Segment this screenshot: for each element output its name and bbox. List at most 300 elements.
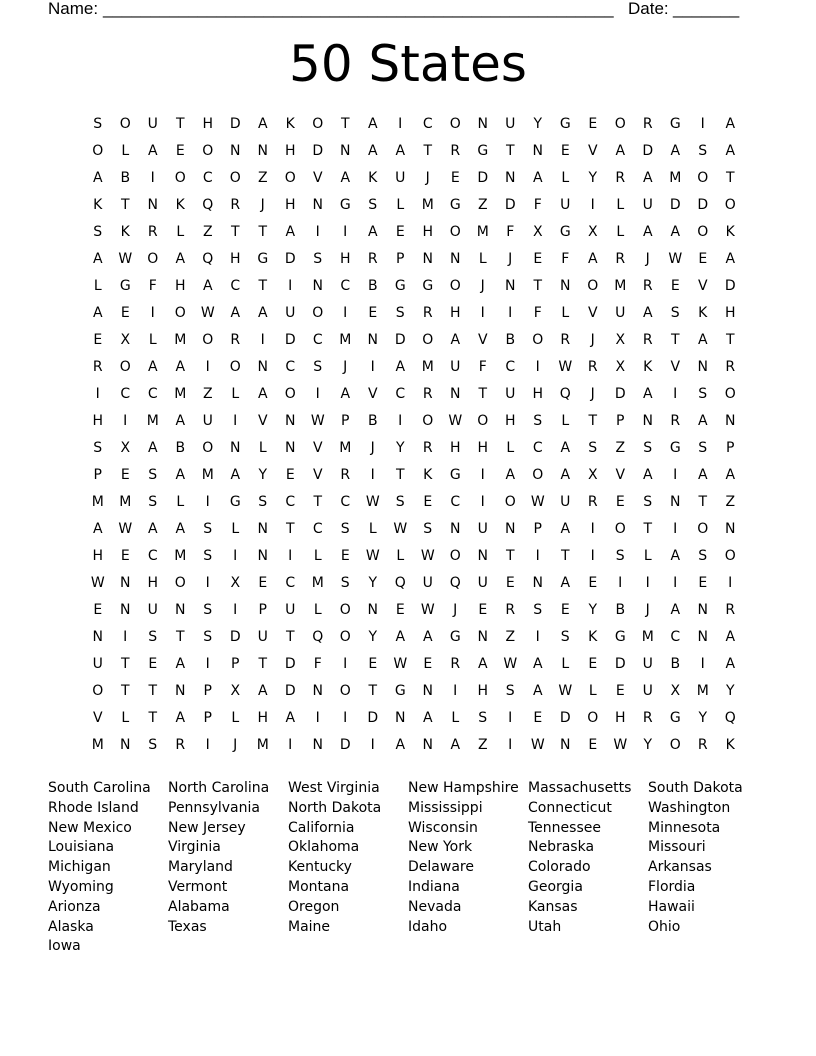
grid-letter: R (642, 278, 653, 294)
grid-letter: D (559, 710, 571, 726)
grid-letter: E (93, 332, 103, 348)
grid-letter: O (477, 413, 489, 429)
grid-letter: N (395, 710, 406, 726)
grid-letter: X (120, 440, 131, 456)
grid-letter: L (561, 305, 570, 321)
grid-letter: G (614, 629, 626, 645)
grid-letter: A (147, 143, 158, 159)
grid-letter: L (121, 710, 130, 726)
grid-letter: A (670, 548, 681, 564)
grid-letter: X (615, 332, 626, 348)
word-list-item: Nebraska (528, 839, 595, 856)
grid-letter: O (202, 332, 214, 348)
grid-row (84, 384, 745, 411)
grid-letter: T (175, 629, 185, 645)
grid-letter: X (615, 359, 626, 375)
grid-letter: R (615, 251, 626, 267)
grid-letter: N (725, 521, 736, 537)
grid-letter: W (393, 656, 408, 672)
grid-letter: R (340, 467, 351, 483)
word-list-item: Georgia (528, 879, 583, 895)
grid-letter: D (504, 197, 516, 213)
grid-letter: A (450, 332, 461, 348)
grid-letter: R (560, 332, 571, 348)
grid-letter: W (613, 737, 628, 753)
grid-letter: N (312, 683, 323, 699)
grid-letter: A (725, 656, 736, 672)
grid-letter: N (477, 548, 488, 564)
grid-letter: G (559, 224, 571, 240)
grid-letter: Y (368, 629, 378, 645)
date-field-line[interactable]: _______ (673, 0, 740, 18)
grid-letter: H (147, 575, 159, 591)
grid-letter: O (724, 548, 736, 564)
grid-letter: N (257, 548, 268, 564)
grid-letter: D (697, 197, 709, 213)
grid-letter: N (285, 413, 296, 429)
word-list-item: Ohio (648, 918, 681, 935)
grid-letter: M (119, 494, 132, 510)
grid-letter: V (312, 467, 323, 483)
grid-letter: Q (312, 629, 324, 645)
grid-letter: I (150, 305, 155, 321)
grid-letter: I (288, 278, 293, 294)
grid-letter: A (92, 170, 103, 186)
grid-letter: D (477, 170, 489, 186)
grid-letter: O (119, 116, 131, 132)
grid-letter: U (505, 386, 516, 402)
grid-letter: Y (643, 737, 653, 753)
grid-letter: J (425, 170, 430, 186)
grid-letter: X (587, 467, 598, 483)
grid-letter: I (205, 575, 210, 591)
grid-letter: W (530, 737, 545, 753)
grid-letter: N (312, 278, 323, 294)
grid-letter: E (588, 656, 598, 672)
word-list-item: Wyoming (48, 879, 114, 895)
grid-letter: O (339, 602, 351, 618)
grid-letter: J (453, 602, 458, 618)
grid-letter: S (148, 494, 158, 510)
grid-letter: W (118, 251, 133, 267)
grid-letter: I (453, 683, 458, 699)
grid-letter: V (615, 467, 626, 483)
grid-letter: P (258, 602, 267, 618)
grid-letter: Y (395, 440, 405, 456)
grid-letter: N (257, 359, 268, 375)
grid-letter: N (147, 197, 158, 213)
grid-letter: A (395, 629, 406, 645)
grid-letter: A (175, 251, 186, 267)
grid-letter: G (339, 197, 351, 213)
grid-letter: S (313, 251, 323, 267)
grid-letter: O (312, 116, 324, 132)
grid-letter: E (478, 602, 488, 618)
grid-letter: G (229, 494, 241, 510)
grid-letter: T (670, 332, 680, 348)
grid-letter: V (697, 278, 708, 294)
grid-letter: E (560, 143, 570, 159)
word-list-item: North Dakota (288, 799, 382, 816)
grid-letter: W (365, 494, 380, 510)
grid-letter: I (398, 413, 403, 429)
grid-letter: A (725, 251, 736, 267)
grid-letter: C (147, 386, 158, 402)
word-list-item: Wisconsin (408, 819, 478, 836)
grid-letter: U (505, 116, 516, 132)
grid-letter: I (288, 548, 293, 564)
grid-letter: A (147, 359, 158, 375)
grid-letter: A (725, 116, 736, 132)
grid-letter: U (477, 575, 488, 591)
grid-letter: T (368, 683, 378, 699)
grid-letter: Z (725, 494, 736, 510)
grid-letter: D (614, 386, 626, 402)
word-list-item: California (288, 819, 355, 836)
grid-letter: U (92, 656, 103, 672)
grid-letter: L (121, 143, 130, 159)
grid-letter: R (587, 359, 598, 375)
grid-letter: J (508, 251, 513, 267)
grid-letter: Q (449, 575, 461, 591)
grid-letter: S (93, 116, 103, 132)
grid-row (84, 330, 745, 357)
grid-letter: A (175, 467, 186, 483)
grid-letter: U (615, 305, 626, 321)
grid-letter: A (642, 224, 653, 240)
grid-letter: E (395, 602, 405, 618)
grid-letter: Z (505, 629, 516, 645)
grid-letter: T (643, 521, 653, 537)
word-list-item: South Carolina (48, 780, 151, 796)
grid-letter: O (449, 116, 461, 132)
grid-letter: U (202, 413, 213, 429)
grid-letter: A (615, 143, 626, 159)
grid-letter: T (533, 278, 543, 294)
grid-letter: S (368, 197, 378, 213)
name-field-line[interactable]: ______________________________________________________ (103, 0, 614, 18)
grid-letter: G (449, 197, 461, 213)
grid-letter: W (668, 251, 683, 267)
grid-letter: T (725, 332, 735, 348)
grid-letter: F (533, 305, 542, 321)
word-list-item: Maine (288, 918, 331, 935)
word-list-item: New Mexico (48, 819, 132, 836)
grid-letter: N (505, 170, 516, 186)
grid-row (84, 492, 745, 519)
word-list-item: Missouri (648, 839, 706, 856)
grid-letter: A (560, 521, 571, 537)
grid-letter: A (395, 143, 406, 159)
grid-letter: Y (258, 467, 268, 483)
grid-letter: R (422, 305, 433, 321)
grid-letter: K (588, 629, 598, 645)
grid-letter: D (284, 683, 296, 699)
grid-letter: M (476, 224, 489, 240)
grid-letter: Z (615, 440, 626, 456)
letter-grid (84, 114, 745, 762)
grid-letter: S (698, 143, 708, 159)
grid-letter: N (505, 278, 516, 294)
grid-letter: N (697, 359, 708, 375)
grid-letter: F (533, 197, 542, 213)
grid-letter: D (724, 278, 736, 294)
grid-letter: N (532, 143, 543, 159)
grid-row (84, 654, 745, 681)
word-list-item: Alabama (168, 898, 230, 915)
grid-letter: Y (698, 710, 708, 726)
grid-letter: R (450, 656, 461, 672)
grid-letter: E (423, 656, 433, 672)
grid-letter: E (395, 224, 405, 240)
word-list-item: Idaho (408, 918, 448, 935)
grid-letter: A (670, 602, 681, 618)
grid-letter: O (697, 224, 709, 240)
grid-letter: E (258, 575, 268, 591)
grid-letter: H (339, 251, 351, 267)
grid-letter: H (532, 386, 544, 402)
grid-letter: A (395, 359, 406, 375)
grid-letter: I (535, 629, 540, 645)
word-list-item: Iowa (48, 938, 81, 955)
grid-letter: N (505, 521, 516, 537)
grid-letter: I (315, 386, 320, 402)
grid-letter: T (175, 116, 185, 132)
grid-letter: O (284, 170, 296, 186)
grid-letter: L (478, 251, 487, 267)
grid-letter: A (257, 386, 268, 402)
grid-letter: A (257, 305, 268, 321)
grid-letter: I (343, 224, 348, 240)
page-title: 50 States (289, 35, 527, 93)
grid-letter: H (449, 440, 461, 456)
grid-letter: I (370, 359, 375, 375)
grid-letter: U (477, 521, 488, 537)
grid-letter: N (230, 143, 241, 159)
grid-letter: F (478, 359, 487, 375)
grid-row (84, 222, 745, 249)
grid-letter: S (615, 548, 625, 564)
grid-letter: T (285, 629, 295, 645)
grid-letter: V (670, 359, 681, 375)
grid-letter: Q (202, 251, 214, 267)
grid-letter: B (367, 278, 378, 294)
grid-letter: T (258, 224, 268, 240)
grid-letter: H (284, 143, 296, 159)
grid-letter: E (588, 575, 598, 591)
grid-letter: E (368, 305, 378, 321)
grid-letter: Y (588, 170, 598, 186)
word-list-item: Texas (168, 918, 207, 935)
grid-letter: O (724, 386, 736, 402)
grid-letter: L (451, 710, 460, 726)
grid-letter: N (450, 521, 461, 537)
grid-letter: O (422, 413, 434, 429)
grid-letter: G (449, 629, 461, 645)
grid-letter: A (367, 116, 378, 132)
grid-letter: F (561, 251, 570, 267)
grid-letter: U (560, 494, 571, 510)
grid-letter: T (698, 494, 708, 510)
grid-letter: A (285, 710, 296, 726)
grid-letter: A (697, 413, 708, 429)
grid-letter: W (200, 305, 215, 321)
grid-letter: P (203, 683, 212, 699)
grid-letter: M (614, 278, 627, 294)
grid-letter: M (311, 575, 324, 591)
grid-letter: B (505, 332, 516, 348)
grid-letter: S (478, 710, 488, 726)
grid-letter: S (203, 629, 213, 645)
grid-letter: N (422, 683, 433, 699)
grid-letter: R (615, 170, 626, 186)
grid-letter: N (697, 602, 708, 618)
grid-letter: R (725, 602, 736, 618)
grid-letter: P (726, 440, 735, 456)
grid-letter: I (260, 332, 265, 348)
grid-letter: R (642, 332, 653, 348)
grid-row (84, 411, 745, 438)
grid-letter: X (120, 332, 131, 348)
grid-letter: O (284, 386, 296, 402)
word-list-item: Hawaii (648, 898, 695, 915)
grid-letter: N (725, 413, 736, 429)
grid-letter: X (670, 683, 681, 699)
grid-row (84, 357, 745, 384)
grid-letter: P (231, 656, 240, 672)
grid-letter: D (642, 143, 654, 159)
grid-letter: J (590, 386, 595, 402)
grid-letter: E (615, 494, 625, 510)
grid-letter: A (175, 521, 186, 537)
word-list-item: Washington (648, 799, 731, 816)
grid-letter: S (643, 440, 653, 456)
grid-letter: A (92, 251, 103, 267)
grid-letter: N (92, 629, 103, 645)
word-list-item: Maryland (168, 859, 233, 876)
grid-letter: A (725, 629, 736, 645)
word-list-item: Arkansas (648, 859, 712, 876)
grid-letter: N (312, 737, 323, 753)
grid-letter: I (480, 305, 485, 321)
grid-letter: N (477, 116, 488, 132)
grid-letter: D (284, 332, 296, 348)
grid-letter: C (422, 116, 433, 132)
grid-letter: D (339, 737, 351, 753)
grid-letter: A (560, 440, 571, 456)
grid-letter: P (341, 413, 350, 429)
word-list-item: Louisiana (48, 839, 115, 856)
word-list-item: Connecticut (528, 799, 612, 816)
grid-letter: D (229, 116, 241, 132)
grid-letter: A (642, 467, 653, 483)
grid-letter: V (367, 386, 378, 402)
grid-letter: S (643, 494, 653, 510)
word-list-item: Michigan (48, 859, 111, 876)
grid-letter: S (560, 629, 570, 645)
grid-letter: M (339, 332, 352, 348)
grid-letter: O (339, 683, 351, 699)
grid-letter: G (477, 143, 489, 159)
grid-letter: E (120, 467, 130, 483)
grid-letter: S (93, 224, 103, 240)
grid-letter: J (645, 251, 650, 267)
grid-letter: P (616, 413, 625, 429)
grid-letter: H (477, 683, 489, 699)
grid-letter: N (257, 143, 268, 159)
grid-letter: U (147, 602, 158, 618)
grid-letter: T (560, 548, 570, 564)
grid-letter: G (669, 116, 681, 132)
grid-letter: S (203, 602, 213, 618)
grid-letter: I (673, 521, 678, 537)
grid-letter: I (233, 602, 238, 618)
grid-letter: N (120, 575, 131, 591)
grid-letter: L (396, 548, 405, 564)
grid-letter: H (422, 224, 434, 240)
grid-letter: E (505, 575, 515, 591)
word-list-item: Pennsylvania (168, 799, 260, 816)
grid-letter: S (148, 737, 158, 753)
word-list-item: Indiana (408, 879, 460, 895)
grid-letter: K (698, 305, 708, 321)
grid-letter: A (587, 251, 598, 267)
grid-row (84, 303, 745, 330)
grid-letter: R (505, 602, 516, 618)
grid-letter: I (700, 656, 705, 672)
grid-letter: K (175, 197, 185, 213)
grid-letter: K (120, 224, 130, 240)
grid-letter: A (147, 521, 158, 537)
grid-letter: A (725, 467, 736, 483)
grid-letter: R (175, 737, 186, 753)
grid-letter: I (590, 197, 595, 213)
grid-letter: U (395, 170, 406, 186)
grid-letter: H (477, 440, 489, 456)
grid-letter: T (285, 521, 295, 537)
grid-letter: T (505, 548, 515, 564)
grid-letter: O (422, 332, 434, 348)
word-list-item: Flordia (648, 879, 696, 895)
grid-letter: M (339, 440, 352, 456)
grid-letter: S (395, 494, 405, 510)
grid-letter: L (643, 548, 652, 564)
grid-letter: G (449, 467, 461, 483)
grid-letter: G (669, 710, 681, 726)
grid-letter: L (506, 440, 515, 456)
grid-letter: D (669, 197, 681, 213)
grid-letter: L (231, 386, 240, 402)
grid-letter: O (92, 683, 104, 699)
grid-letter: F (148, 278, 157, 294)
grid-letter: T (313, 494, 323, 510)
grid-letter: V (587, 143, 598, 159)
grid-letter: K (285, 116, 295, 132)
grid-letter: G (559, 116, 571, 132)
grid-letter: D (614, 656, 626, 672)
grid-letter: A (367, 224, 378, 240)
grid-letter: J (370, 440, 375, 456)
grid-letter: I (535, 359, 540, 375)
grid-letter: O (174, 575, 186, 591)
grid-letter: T (478, 386, 488, 402)
grid-letter: G (394, 278, 406, 294)
grid-letter: A (395, 737, 406, 753)
grid-letter: O (449, 548, 461, 564)
grid-letter: Q (559, 386, 571, 402)
grid-letter: V (92, 710, 103, 726)
grid-letter: R (422, 440, 433, 456)
